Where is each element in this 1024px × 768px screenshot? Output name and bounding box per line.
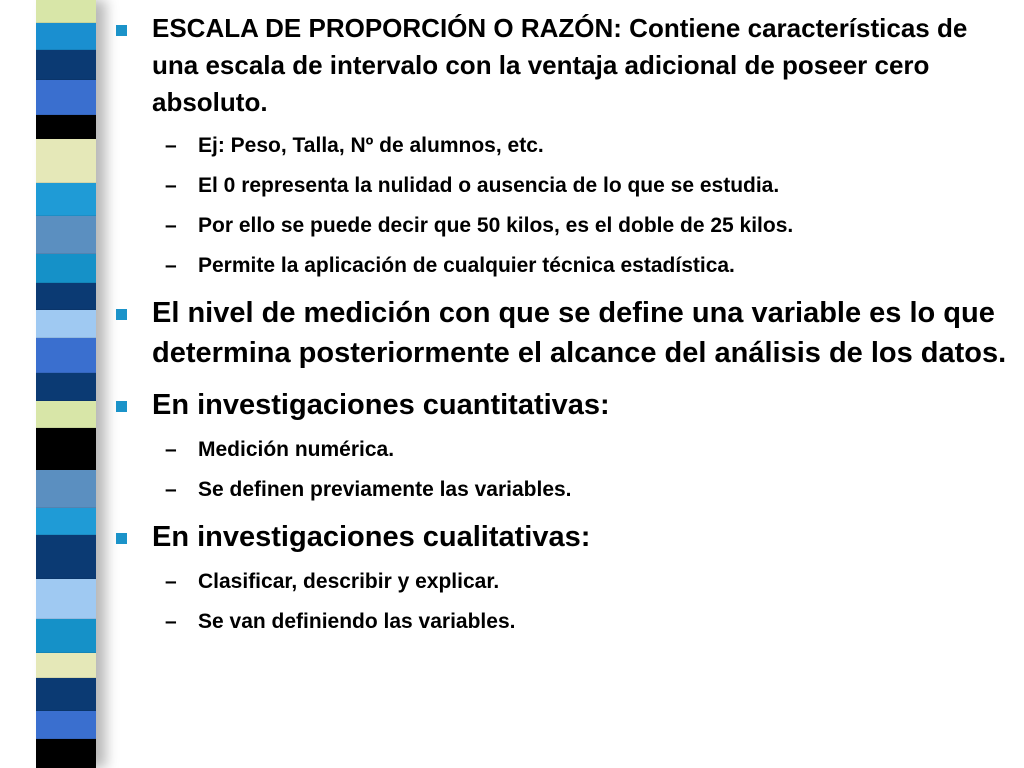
bullet-text: ESCALA DE PROPORCIÓN O RAZÓN: Contiene características de una escala de intervalo con la ventaja adicional de poseer cero absoluto.: [152, 13, 968, 117]
sub-bullet-list: [110, 567, 1010, 637]
slide-content: [110, 10, 1010, 647]
sub-bullet-list: [110, 435, 1010, 505]
stripe-segment: [36, 535, 96, 579]
dash-icon: –: [165, 570, 177, 593]
stripe-segment: [36, 50, 96, 81]
bullet-item: [110, 385, 1010, 425]
sub-bullet-item: [110, 475, 1010, 505]
sub-bullet-item: [110, 211, 1010, 241]
square-bullet-icon: [116, 401, 127, 412]
stripe-segment: [36, 0, 96, 23]
stripe-segment: [36, 401, 96, 428]
bullet-item: [110, 293, 1010, 373]
stripe-segment: [36, 508, 96, 535]
stripe-segment: [36, 283, 96, 310]
sub-bullet-text: Por ello se puede decir que 50 kilos, es el doble de 25 kilos.: [198, 214, 794, 237]
sub-bullet-item: [110, 607, 1010, 637]
dash-icon: –: [165, 134, 177, 157]
bullet-text: En investigaciones cuantitativas:: [152, 389, 610, 421]
stripe-segment: [36, 428, 96, 470]
sub-bullet-item: [110, 131, 1010, 161]
stripe-segment: [36, 338, 96, 372]
stripe-segment: [36, 373, 96, 402]
sub-bullet-text: Ej: Peso, Talla, Nº de alumnos, etc.: [198, 134, 544, 157]
dash-icon: –: [165, 214, 177, 237]
bullet-text: El nivel de medición con que se define una variable es lo que determina posteriormente el alcance del análisis de los datos.: [152, 297, 1007, 369]
sub-bullet-item: [110, 567, 1010, 597]
stripe-segment: [36, 619, 96, 653]
sub-bullet-text: El 0 representa la nulidad o ausencia de lo que se estudia.: [198, 174, 780, 197]
stripe-segment: [36, 739, 96, 768]
decorative-stripe-bar: [36, 0, 96, 768]
dash-icon: –: [165, 438, 177, 461]
bullet-text: En investigaciones cualitativas:: [152, 521, 591, 553]
stripe-segment: [36, 115, 96, 140]
sub-bullet-item: [110, 435, 1010, 465]
dash-icon: –: [165, 610, 177, 633]
sub-bullet-text: Medición numérica.: [198, 438, 395, 461]
stripe-segment: [36, 653, 96, 678]
stripe-segment: [36, 139, 96, 183]
sub-bullet-text: Clasificar, describir y explicar.: [198, 570, 500, 593]
stripe-segment: [36, 80, 96, 114]
stripe-segment: [36, 678, 96, 710]
sub-bullet-item: [110, 251, 1010, 281]
stripe-segment: [36, 23, 96, 50]
dash-icon: –: [165, 254, 177, 277]
sub-bullet-text: Se definen previamente las variables.: [198, 478, 572, 501]
stripe-segment: [36, 310, 96, 339]
stripe-segment: [36, 216, 96, 254]
stripe-segment: [36, 254, 96, 283]
square-bullet-icon: [116, 533, 127, 544]
sub-bullet-item: [110, 171, 1010, 201]
sub-bullet-text: Se van definiendo las variables.: [198, 610, 516, 633]
sub-bullet-text: Permite la aplicación de cualquier técnica estadística.: [198, 254, 735, 277]
sub-bullet-list: [110, 131, 1010, 281]
stripe-segment: [36, 579, 96, 619]
dash-icon: –: [165, 478, 177, 501]
stripe-segment: [36, 183, 96, 215]
square-bullet-icon: [116, 25, 127, 36]
stripe-segment: [36, 470, 96, 508]
bullet-item: [110, 517, 1010, 557]
bullet-item: [110, 10, 1010, 121]
stripe-segment: [36, 711, 96, 740]
dash-icon: –: [165, 174, 177, 197]
square-bullet-icon: [116, 309, 127, 320]
